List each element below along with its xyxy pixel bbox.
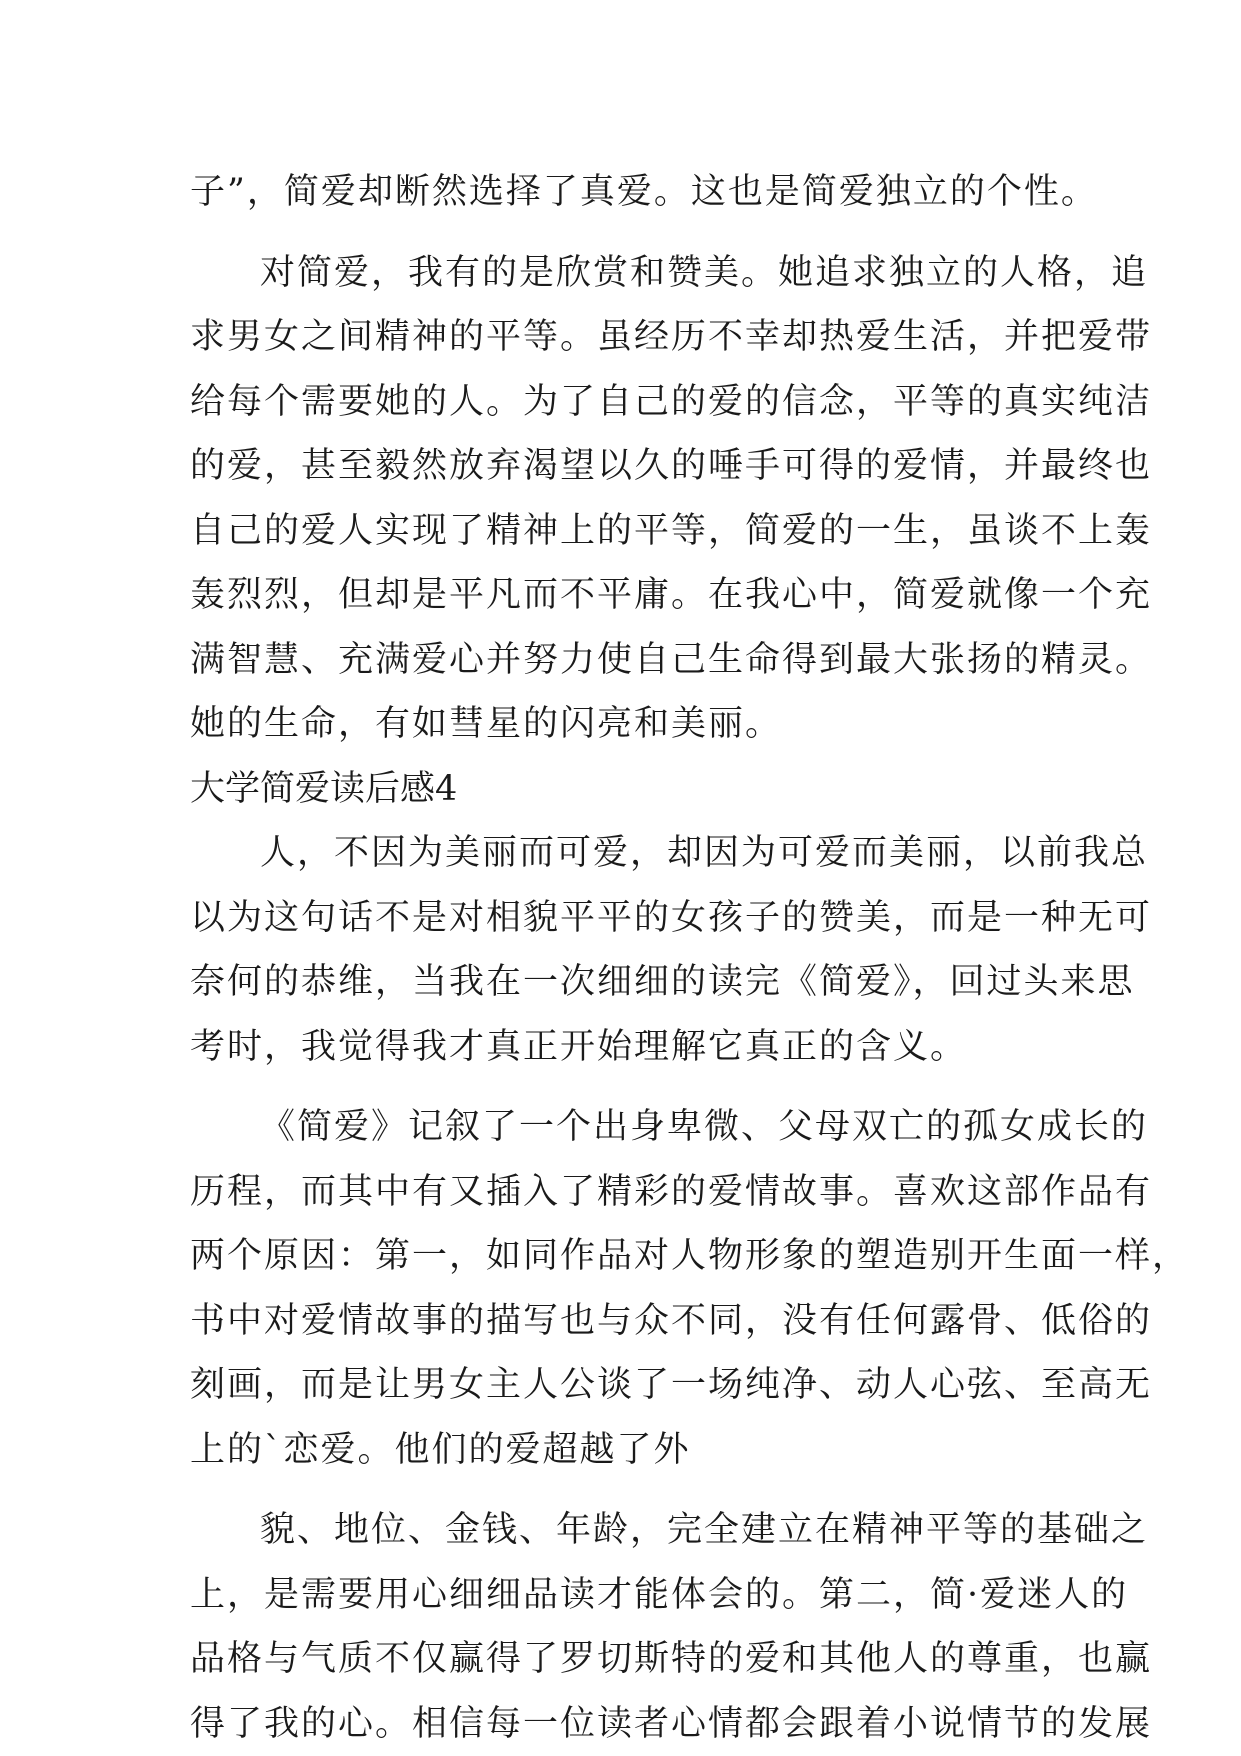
text-line: 自己的爱人实现了精神上的平等，简爱的一生，虽谈不上轰 (190, 499, 1070, 564)
text-line: 奈何的恭维，当我在一次细细的读完《简爱》，回过头来思 (190, 950, 1070, 1015)
text-line: 以为这句话不是对相貌平平的女孩子的赞美，而是一种无可 (190, 886, 1070, 951)
text-line: 满智慧、充满爱心并努力使自己生命得到最大张扬的精灵。 (190, 628, 1070, 693)
text-line: 上的`恋爱。他们的爱超越了外 (190, 1418, 1070, 1483)
paragraph-start-line: 貌、地位、金钱、年龄，完全建立在精神平等的基础之 (190, 1498, 1070, 1563)
text-line: 得了我的心。相信每一位读者心情都会跟着小说情节的发展 (190, 1692, 1070, 1756)
document-body (190, 160, 1070, 1756)
text-line: 历程，而其中有又插入了精彩的爱情故事。喜欢这部作品有 (190, 1160, 1070, 1225)
paragraph-gap (190, 225, 1070, 241)
text-line: 品格与气质不仅赢得了罗切斯特的爱和其他人的尊重，也赢 (190, 1627, 1070, 1692)
text-line: 两个原因：第一，如同作品对人物形象的塑造别开生面一样， (190, 1224, 1070, 1289)
text-line: 考时，我觉得我才真正开始理解它真正的含义。 (190, 1015, 1070, 1080)
text-line: 上，是需要用心细细品读才能体会的。第二，简·爱迷人的 (190, 1563, 1070, 1628)
text-line: 的爱，甚至毅然放弃渴望以久的唾手可得的爱情，并最终也 (190, 434, 1070, 499)
section-heading: 大学简爱读后感4 (190, 757, 1070, 822)
paragraph-start-line: 对简爱，我有的是欣赏和赞美。她追求独立的人格，追 (190, 241, 1070, 306)
text-line: 求男女之间精神的平等。虽经历不幸却热爱生活，并把爱带 (190, 305, 1070, 370)
paragraph-gap (190, 1079, 1070, 1095)
text-line: 书中对爱情故事的描写也与众不同，没有任何露骨、低俗的 (190, 1289, 1070, 1354)
paragraph-start-line: 《简爱》记叙了一个出身卑微、父母双亡的孤女成长的 (190, 1095, 1070, 1160)
text-line: 刻画，而是让男女主人公谈了一场纯净、动人心弦、至高无 (190, 1353, 1070, 1418)
paragraph-start-line: 人，不因为美丽而可爱，却因为可爱而美丽，以前我总 (190, 821, 1070, 886)
text-line: 她的生命，有如彗星的闪亮和美丽。 (190, 692, 1070, 757)
text-line: 给每个需要她的人。为了自己的爱的信念，平等的真实纯洁 (190, 370, 1070, 435)
text-line: 轰烈烈，但却是平凡而不平庸。在我心中，简爱就像一个充 (190, 563, 1070, 628)
text-line: 子”，简爱却断然选择了真爱。这也是简爱独立的个性。 (190, 160, 1070, 225)
paragraph-gap (190, 1482, 1070, 1498)
